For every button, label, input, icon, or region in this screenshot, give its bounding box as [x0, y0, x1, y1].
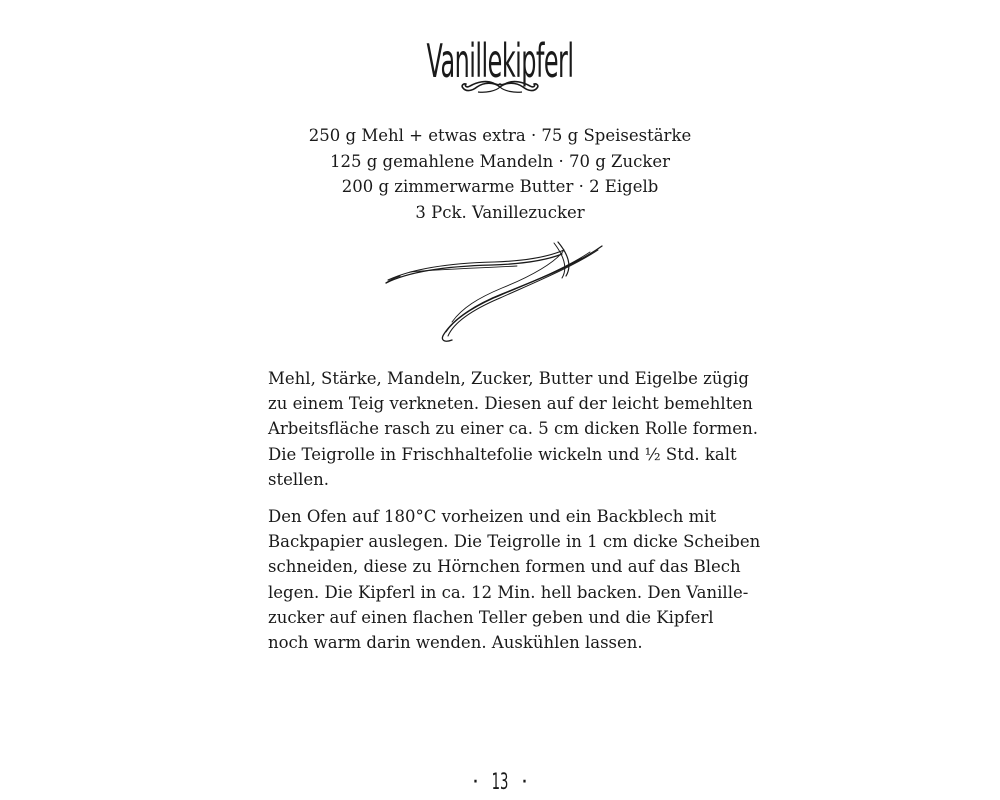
- ingredient-list: [0, 123, 1000, 225]
- instruction-paragraph: [268, 366, 758, 492]
- text-line: Den Ofen auf 180°C vorheizen und ein Backblech mit: [268, 507, 717, 527]
- ingredient-line: 3 Pck. Vanillezucker: [415, 202, 585, 222]
- page-number-suffix: ·: [521, 770, 528, 795]
- ingredient-line: 200 g zimmerwarme Butter · 2 Eigelb: [341, 177, 659, 196]
- text-line: Backpapier auslegen. Die Teigrolle in 1 cm dicke Scheiben: [268, 532, 761, 552]
- page-number-value: 13: [491, 770, 509, 795]
- mustache-icon: [460, 78, 540, 104]
- text-line: noch warm darin wenden. Auskühlen lassen.: [268, 633, 643, 653]
- text-line: Arbeitsfläche rasch zu einer ca. 5 cm dicken Rolle formen.: [268, 419, 758, 439]
- vanilla-pods-icon: [382, 236, 604, 348]
- ingredient-line: 125 g gemahlene Mandeln · 70 g Zucker: [329, 151, 670, 171]
- text-line: Mehl, Stärke, Mandeln, Zucker, Butter und Eigelbe zügig: [268, 369, 749, 388]
- recipe-instructions: [268, 366, 761, 667]
- text-line: legen. Die Kipferl in ca. 12 Min. hell backen. Den Vanille-: [268, 582, 749, 602]
- instruction-paragraph: [268, 504, 761, 655]
- text-line: zu einem Teig verkneten. Diesen auf der leicht bemehlten: [268, 394, 753, 414]
- page-number: [0, 768, 1000, 798]
- recipe-title: Vanillekipferl: [426, 33, 574, 88]
- ingredient-line: 250 g Mehl + etwas extra · 75 g Speisestärke: [308, 126, 692, 145]
- page-number-prefix: ·: [472, 770, 479, 795]
- text-line: zucker auf einen flachen Teller geben und die Kipferl: [268, 607, 714, 627]
- text-line: Die Teigrolle in Frischhaltefolie wickeln und ½ Std. kalt: [268, 444, 737, 464]
- text-line: schneiden, diese zu Hörnchen formen und auf das Blech: [268, 557, 741, 577]
- text-line: stellen.: [268, 469, 330, 489]
